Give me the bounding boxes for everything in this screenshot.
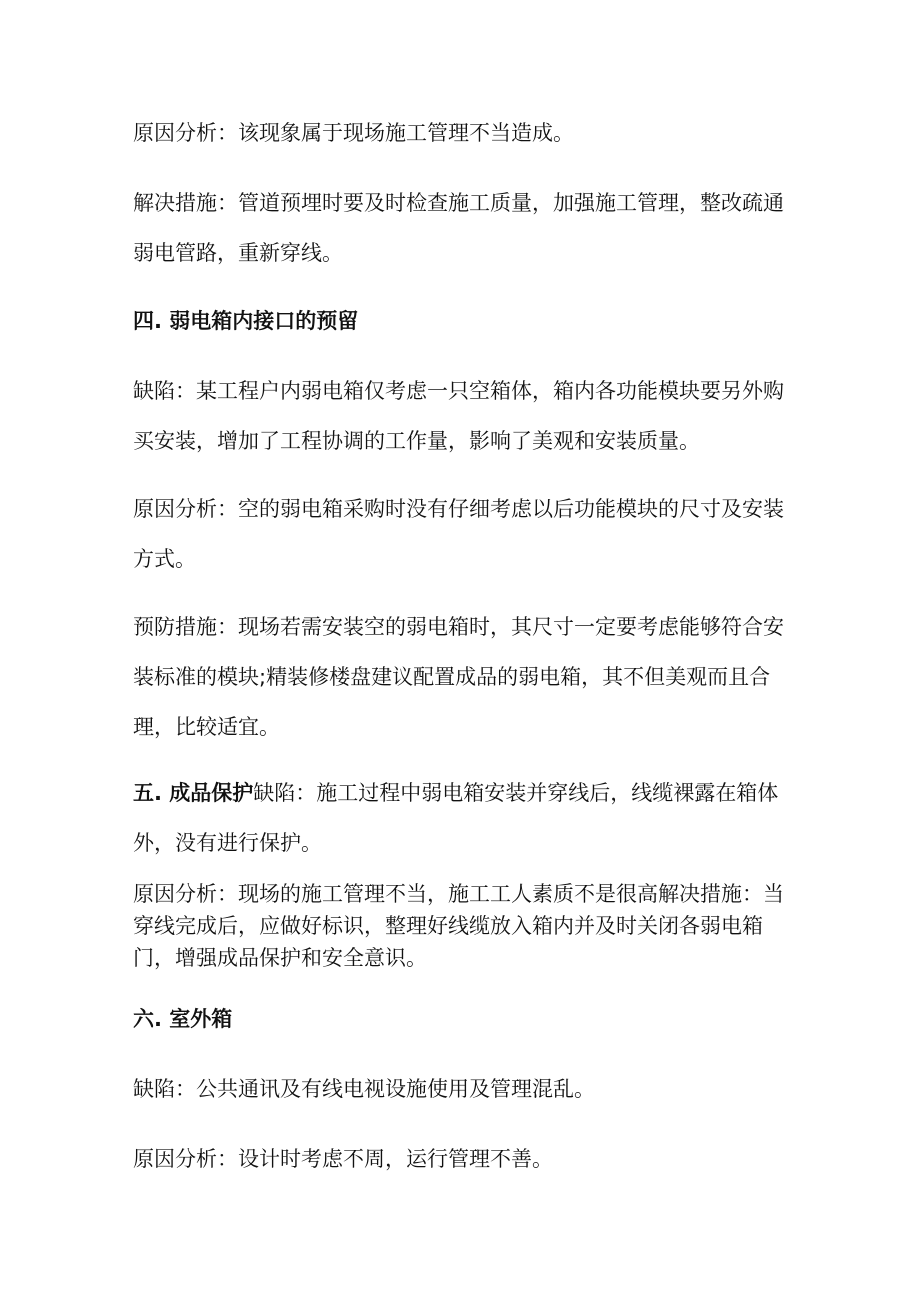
section-heading-4: 四. 弱电箱内接口的预留 — [133, 309, 359, 333]
paragraph-cause-analysis-5: 原因分析：现场的施工管理不当，施工工人素质不是很高解决措施：当穿线完成后，应做好标识，整理好线缆放入箱内并及时关闭各弱电箱门，增强成品保护和安全意识。 — [133, 882, 784, 970]
paragraph-solution-1: 解决措施：管道预埋时要及时检查施工质量，加强施工管理，整改疏通弱电管路，重新穿线。 — [133, 191, 784, 265]
section-heading-5: 五. 成品保护 — [133, 781, 254, 805]
paragraph-defect-5: 缺陷：施工过程中弱电箱安装并穿线后，线缆裸露在箱体外，没有进行保护。 — [133, 781, 779, 855]
paragraph-defect-6: 缺陷：公共通讯及有线电视设施使用及管理混乱。 — [133, 1077, 595, 1101]
paragraph-section-5 — [133, 768, 797, 868]
paragraph-prevention-4: 预防措施：现场若需安装空的弱电箱时，其尺寸一定要考虑能够符合安装标准的模块;精装修楼盘建议配置成品的弱电箱，其不但美观而且合理，比较适宜。 — [133, 615, 784, 739]
paragraph-defect-4: 缺陷：某工程户内弱电箱仅考虑一只空箱体，箱内各功能模块要另外购买安装，增加了工程协调的工作量，影响了美观和安装质量。 — [133, 379, 784, 453]
paragraph-cause-analysis-1: 原因分析：该现象属于现场施工管理不当造成。 — [133, 121, 574, 145]
paragraph-cause-analysis-6: 原因分析：设计时考虑不周，运行管理不善。 — [133, 1147, 553, 1171]
paragraph-cause-analysis-4: 原因分析：空的弱电箱采购时没有仔细考虑以后功能模块的尺寸及安装方式。 — [133, 497, 784, 571]
section-heading-6: 六. 室外箱 — [133, 1007, 233, 1031]
